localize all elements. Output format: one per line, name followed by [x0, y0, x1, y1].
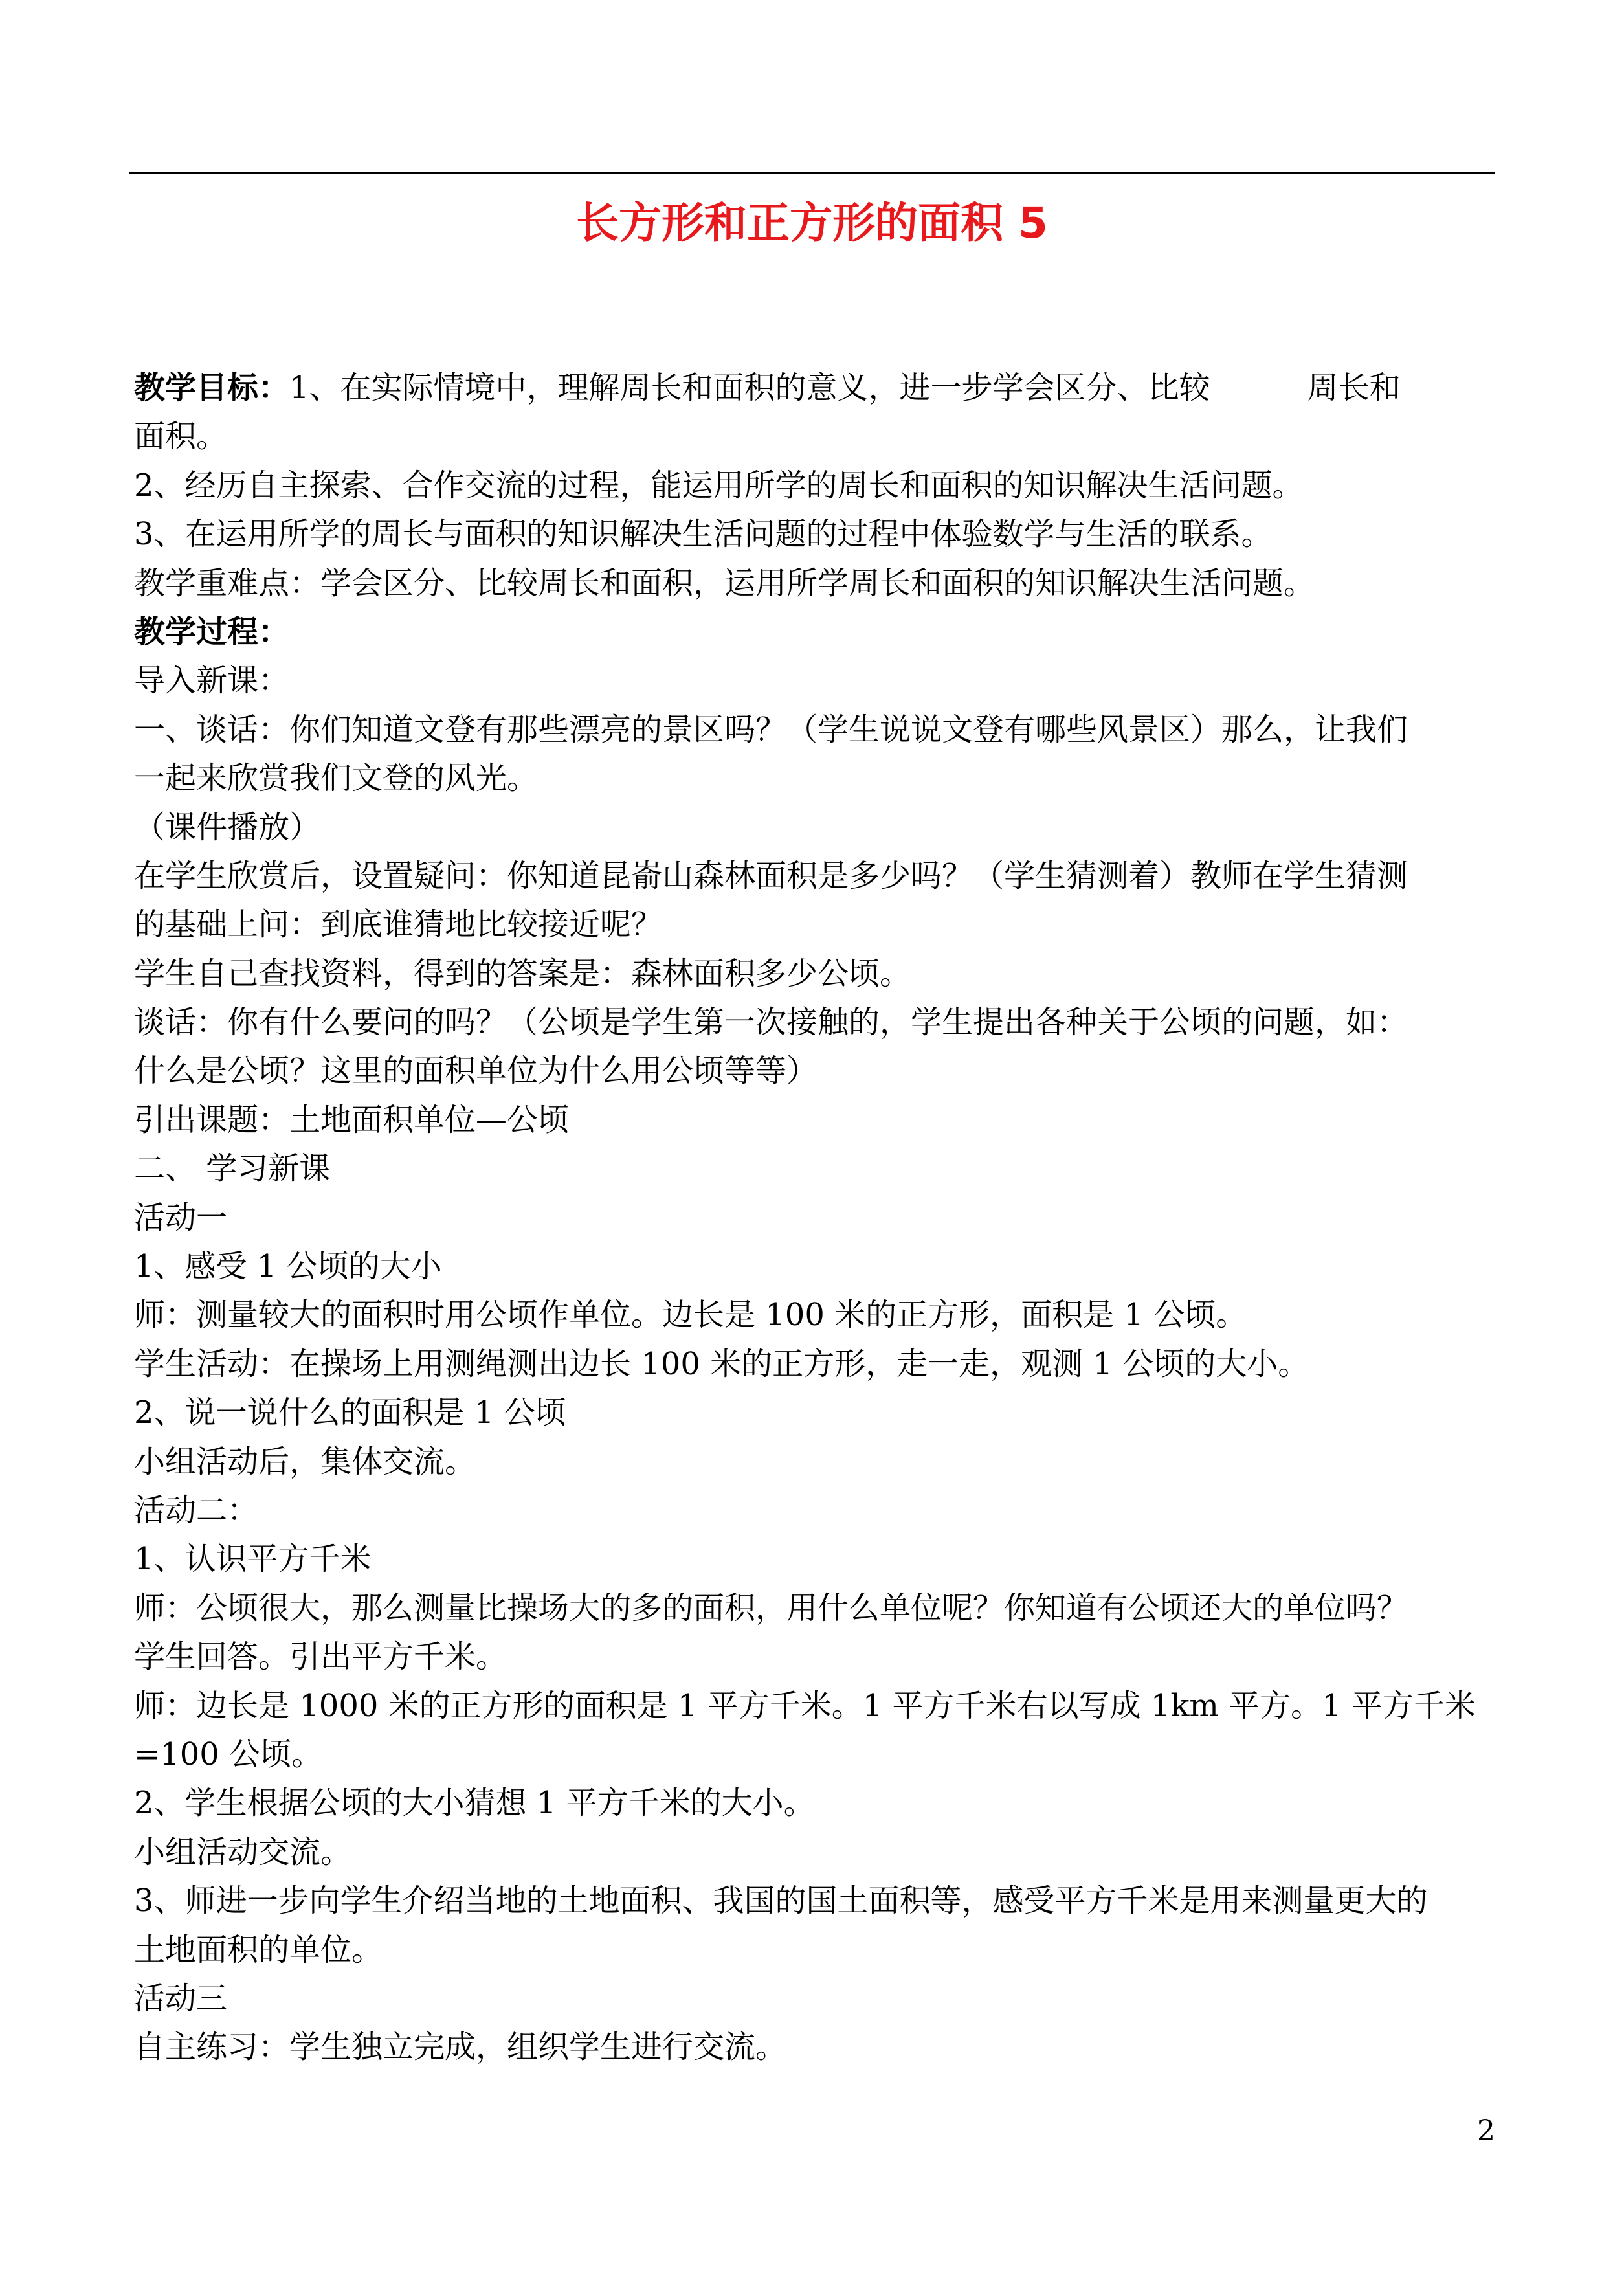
body-line: 引出课题：土地面积单位—公顷 — [134, 1101, 570, 1138]
objectives-line-1 — [134, 364, 1516, 412]
body-line: 学生回答。引出平方千米。 — [134, 1639, 507, 1675]
header-rule — [129, 172, 1495, 174]
objectives-label: 教学目标： — [134, 370, 290, 406]
body-line: 学生活动：在操场上用测绳测出边长 100 米的正方形，走一走，观测 1 公顷的大小。 — [134, 1345, 1309, 1382]
body-line: 一、谈话：你们知道文登有那些漂亮的景区吗？（学生说说文登有哪些风景区）那么，让我们 — [134, 711, 1408, 748]
body-line: 2、说一说什么的面积是 1 公顷 — [134, 1394, 566, 1431]
body-line: 小组活动交流。 — [134, 1833, 352, 1870]
body-line: 什么是公顷？这里的面积单位为什么用公顷等等） — [134, 1053, 818, 1090]
body-line: 一起来欣赏我们文登的风光。 — [134, 760, 539, 797]
body-line: 土地面积的单位。 — [134, 1931, 383, 1968]
process-lines — [134, 656, 1516, 2072]
body-line: 导入新课： — [134, 662, 290, 699]
objective-3: 3、在运用所学的周长与面积的知识解决生活问题的过程中体验数学与生活的联系。 — [134, 516, 1273, 553]
body-line: 的基础上问：到底谁猜地比较接近呢？ — [134, 906, 663, 943]
body-line: 1、认识平方千米 — [134, 1541, 372, 1578]
body-line: 活动一 — [134, 1199, 228, 1236]
document-body — [134, 364, 1516, 2072]
body-line: 活动三 — [134, 1980, 228, 2017]
body-line: 在学生欣赏后，设置疑问：你知道昆嵛山森林面积是多少吗？（学生猜测着）教师在学生猜测 — [134, 857, 1408, 894]
objective-2: 2、经历自主探索、合作交流的过程，能运用所学的周长和面积的知识解决生活问题。 — [134, 467, 1304, 504]
body-line: 学生自己查找资料，得到的答案是：森林面积多少公顷。 — [134, 955, 911, 992]
body-line: 3、师进一步向学生介绍当地的土地面积、我国的国土面积等，感受平方千米是用来测量更大的 — [134, 1883, 1428, 1919]
key-points: 教学重难点：学会区分、比较周长和面积，运用所学周长和面积的知识解决生活问题。 — [134, 565, 1315, 601]
body-line: 小组活动后，集体交流。 — [134, 1443, 476, 1480]
objective-1-continuation: 面积。 — [134, 418, 228, 455]
body-line: 师：公顷很大，那么测量比操场大的多的面积，用什么单位呢？你知道有公顷还大的单位吗？ — [134, 1589, 1408, 1626]
body-line: =100 公顷。 — [134, 1736, 323, 1773]
document-title: 长方形和正方形的面积 5 — [576, 198, 1048, 248]
process-heading: 教学过程： — [134, 613, 290, 650]
body-line: 自主练习：学生独立完成，组织学生进行交流。 — [134, 2029, 787, 2066]
page-number: 2 — [1477, 2114, 1495, 2147]
objective-1-text: 1、在实际情境中，理解周长和面积的意义，进一步学会区分、比较 — [289, 370, 1210, 406]
body-line: （课件播放） — [134, 809, 321, 845]
body-line: 2、学生根据公顷的大小猜想 1 平方千米的大小。 — [134, 1785, 815, 1822]
body-line: 1、感受 1 公顷的大小 — [134, 1248, 442, 1285]
objective-1-text-tail: 周长和 — [1307, 370, 1401, 406]
body-line: 师：边长是 1000 米的正方形的面积是 1 平方千米。1 平方千米右以写成 1km 平方。1 平方千米 — [134, 1687, 1476, 1724]
body-line: 二、 学习新课 — [134, 1150, 331, 1187]
body-line: 活动二： — [134, 1492, 259, 1528]
body-line: 谈话：你有什么要问的吗？（公顷是学生第一次接触的，学生提出各种关于公顷的问题，如： — [134, 1004, 1408, 1041]
body-line: 师：测量较大的面积时用公顷作单位。边长是 100 米的正方形，面积是 1 公顷。 — [134, 1297, 1247, 1334]
